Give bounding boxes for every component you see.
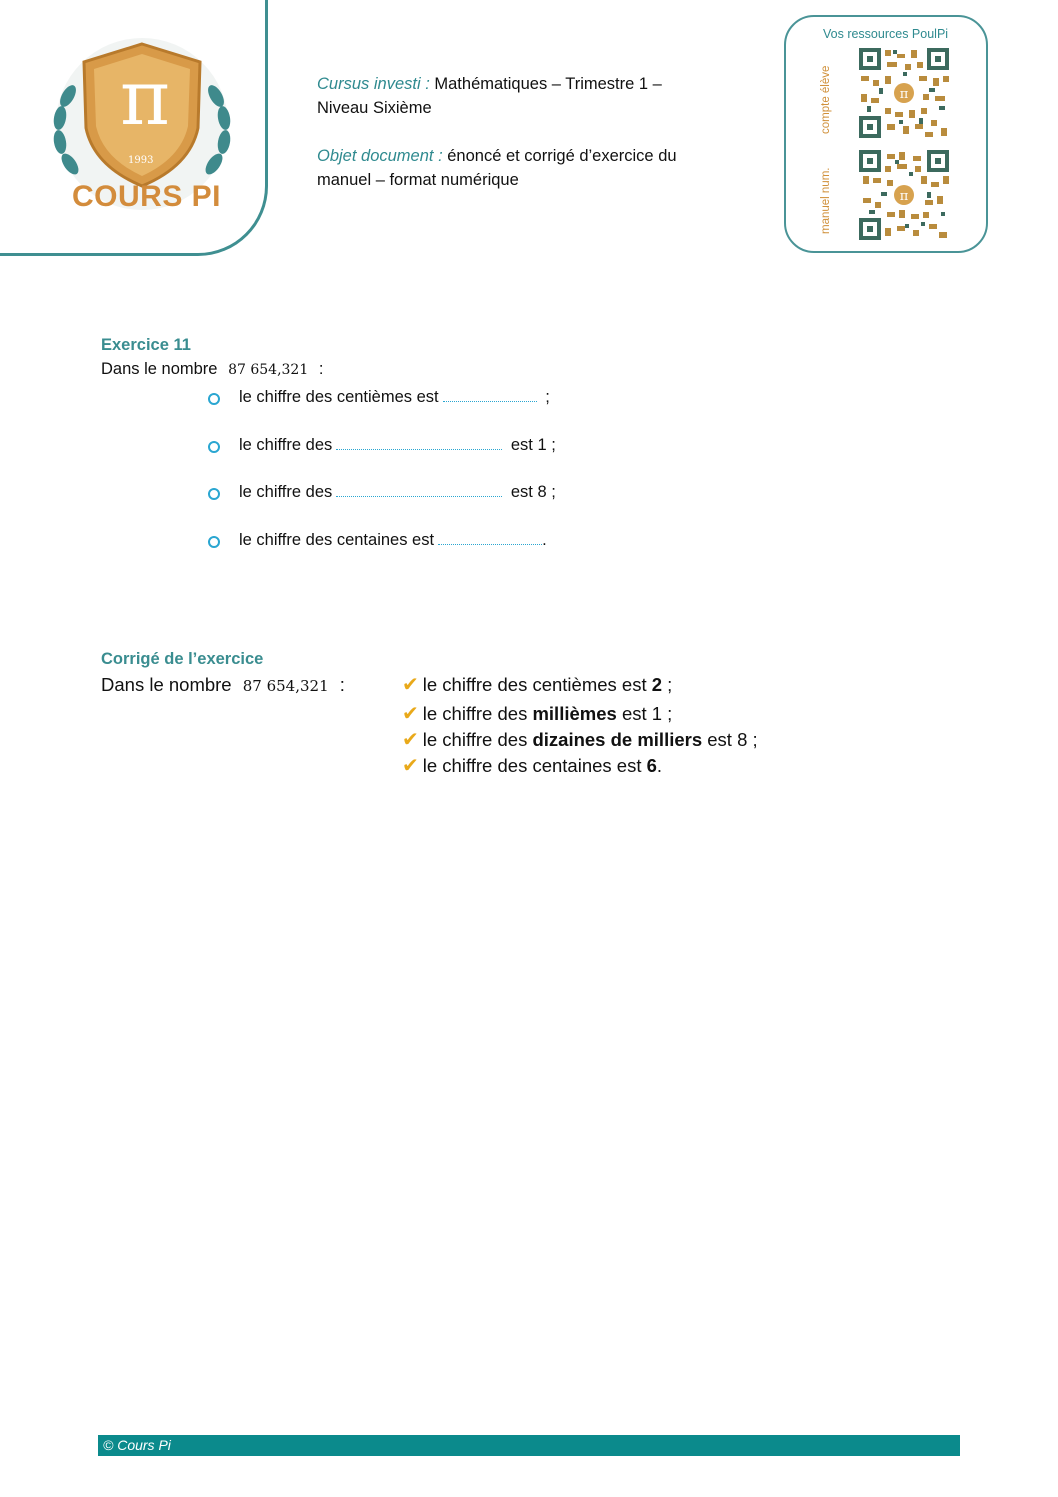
exercise-number: 87 654,321 — [228, 362, 309, 378]
bullet-icon — [208, 536, 220, 548]
correction-item-2 — [402, 701, 672, 726]
correction-item-3-text: le chiffre des — [422, 729, 528, 750]
cursus-line — [317, 72, 662, 120]
exercise-title: Exercice 11 — [101, 336, 191, 354]
correction-item-1-end: ; — [662, 674, 673, 695]
cursus-label: Cursus investi : — [317, 75, 430, 93]
answer-blank-4[interactable] — [438, 530, 542, 545]
logo-year: 1993 — [128, 155, 154, 166]
exercise-item-2 — [239, 435, 556, 455]
correction-title: Corrigé de l’exercice — [101, 650, 264, 668]
answer-blank-1[interactable] — [443, 387, 537, 402]
bullet-icon — [208, 393, 220, 405]
correction-item-4-end: . — [656, 755, 663, 776]
exercise-item-4-text: le chiffre des centaines est — [239, 531, 435, 549]
correction-item-2-text: le chiffre des — [422, 703, 528, 724]
exercise-item-2-end: est 1 ; — [510, 436, 556, 454]
objet-value-2: manuel – format numérique — [317, 171, 519, 189]
correction-item-1 — [402, 672, 672, 697]
exercise-item-1-text: le chiffre des centièmes est — [239, 388, 439, 406]
exercise-item-4 — [239, 530, 547, 550]
bullet-icon — [208, 441, 220, 453]
svg-text:π: π — [899, 189, 909, 204]
correction-item-3 — [402, 727, 758, 752]
exercise-item-1 — [239, 387, 550, 407]
correction-item-4-text: le chiffre des centaines est — [422, 755, 642, 776]
exercise-intro-text: Dans le nombre — [101, 360, 218, 378]
exercise-intro — [101, 360, 323, 379]
resources-title: Vos ressources PoulPi — [823, 27, 949, 41]
label-manuel-num: manuel num. — [820, 167, 832, 234]
checkmark-icon: ✔ — [402, 703, 419, 725]
correction-item-3-answer: dizaines de milliers — [532, 729, 703, 750]
checkmark-icon: ✔ — [402, 729, 419, 751]
correction-item-1-answer: 2 — [651, 674, 663, 695]
correction-item-4 — [402, 753, 662, 778]
objet-value-1: énoncé et corrigé d’exercice du — [447, 147, 677, 165]
cursus-value-1: Mathématiques – Trimestre 1 – — [434, 75, 662, 93]
logo-brand-text: COURS PI — [72, 180, 222, 213]
answer-blank-2[interactable] — [336, 435, 502, 450]
pi-symbol: π — [120, 53, 170, 142]
exercise-item-4-end: . — [542, 531, 547, 549]
cursus-value-2: Niveau Sixième — [317, 99, 432, 117]
correction-item-1-text: le chiffre des centièmes est — [422, 674, 647, 695]
correction-intro-text: Dans le nombre — [101, 674, 232, 695]
checkmark-icon: ✔ — [402, 755, 419, 777]
footer-copyright: © Cours Pi — [103, 1437, 171, 1453]
label-compte-eleve: compte élève — [820, 65, 832, 134]
svg-text:π: π — [899, 87, 909, 102]
qr-code-compte-eleve-icon[interactable] — [859, 48, 949, 138]
bullet-icon — [208, 488, 220, 500]
exercise-colon: : — [318, 360, 324, 378]
correction-item-4-answer: 6 — [646, 755, 657, 776]
correction-colon: : — [339, 674, 345, 695]
correction-intro — [101, 674, 345, 696]
footer-bar — [98, 1435, 960, 1456]
exercise-item-3 — [239, 482, 556, 502]
correction-item-3-end: est 8 ; — [707, 729, 758, 750]
objet-line — [317, 144, 677, 192]
exercise-item-1-end: ; — [545, 388, 550, 406]
correction-item-2-answer: millièmes — [532, 703, 617, 724]
qr-code-manuel-num-icon[interactable] — [859, 150, 949, 240]
correction-item-2-end: est 1 ; — [621, 703, 673, 724]
exercise-item-3-end: est 8 ; — [510, 483, 556, 501]
objet-label: Objet document : — [317, 147, 443, 165]
answer-blank-3[interactable] — [336, 482, 502, 497]
correction-number: 87 654,321 — [242, 677, 329, 695]
checkmark-icon: ✔ — [402, 674, 419, 696]
exercise-item-3-text: le chiffre des — [239, 483, 333, 501]
exercise-item-2-text: le chiffre des — [239, 436, 333, 454]
